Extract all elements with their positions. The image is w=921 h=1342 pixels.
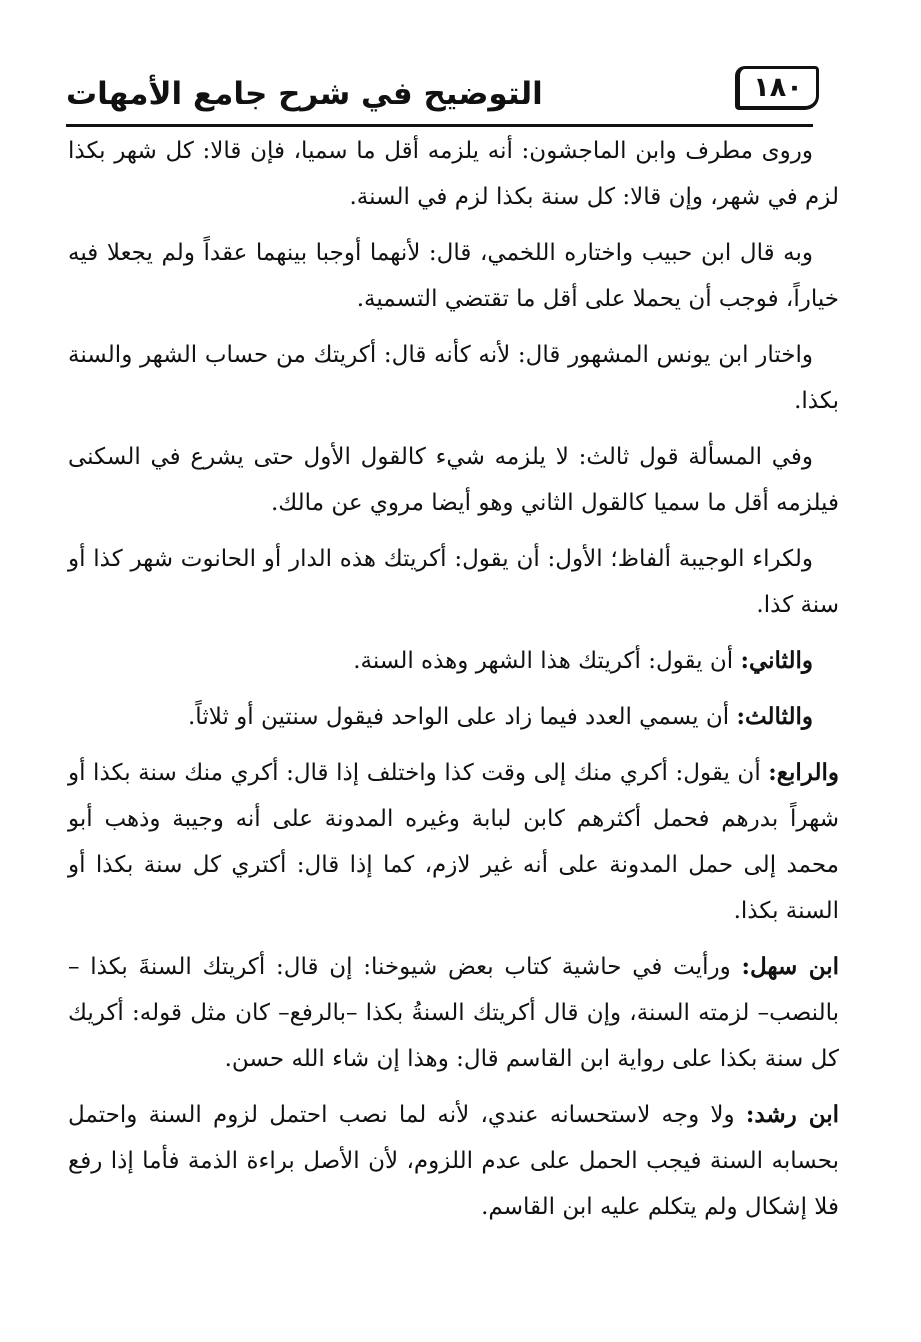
paragraph-text: وفي المسألة قول ثالث: لا يلزمه شيء كالقول الأول حتى يشرع في السكنى فيلزمه أقل ما سميا كالقول الثاني وهو أيضا مروي عن مالك. [68, 444, 839, 516]
page-body [68, 128, 839, 1282]
paragraph-text: وبه قال ابن حبيب واختاره اللخمي، قال: لأنهما أوجبا بينهما عقداً ولم يجعلا فيه خياراً، فوجب أن يحملا على أقل ما تقتضي التسمية. [68, 240, 839, 312]
paragraph-lead: والثالث: [736, 703, 813, 730]
page-number: ١٨٠ [753, 72, 803, 103]
paragraph-lead: ابن رشد: [745, 1101, 839, 1128]
paragraph [68, 1092, 839, 1230]
paragraph [68, 128, 839, 220]
page-number-box [735, 66, 819, 110]
paragraph [68, 638, 839, 684]
paragraph-text: أن يسمي العدد فيما زاد على الواحد فيقول سنتين أو ثلاثاً. [188, 704, 737, 730]
page-header [66, 64, 813, 128]
paragraph [68, 434, 839, 526]
paragraph-text: ولكراء الوجيبة ألفاظ؛ الأول: أن يقول: أكريتك هذه الدار أو الحانوت شهر كذا أو سنة كذا. [68, 546, 839, 618]
paragraph-text: واختار ابن يونس المشهور قال: لأنه كأنه قال: أكريتك من حساب الشهر والسنة بكذا. [68, 342, 839, 414]
paragraph-lead: والرابع: [768, 759, 839, 786]
paragraph-text: وروى مطرف وابن الماجشون: أنه يلزمه أقل ما سميا، فإن قالا: كل شهر بكذا لزم في شهر، وإن قالا: كل سنة بكذا لزم في السنة. [68, 138, 839, 210]
paragraph-lead: والثاني: [740, 647, 813, 674]
paragraph-text: أن يقول: أكريتك هذا الشهر وهذه السنة. [353, 648, 741, 674]
header-rule [66, 124, 813, 127]
paragraph-text: أن يقول: أكري منك إلى وقت كذا واختلف إذا قال: أكري منك سنة بكذا أو شهراً بدرهم فحمل أكثرهم كابن لبابة وغيره المدونة على أنه وجيبة وذهب أبو محمد إلى حمل المدونة على أنه غير لازم، كما إذا قال: أكتري كل سنة بكذا أو السنة بكذا. [68, 760, 839, 924]
paragraph [68, 230, 839, 322]
paragraph [68, 944, 839, 1082]
paragraph-text: ورأيت في حاشية كتاب بعض شيوخنا: إن قال: أكريتك السنةَ بكذا –بالنصب– لزمته السنة، وإن قال أكريتك السنةُ بكذا –بالرفع– كان مثل قوله: أكريك كل سنة بكذا على رواية ابن القاسم قال: وهذا إن شاء الله حسن. [68, 954, 839, 1072]
paragraph [68, 332, 839, 424]
paragraph-lead: ابن سهل: [741, 953, 839, 980]
running-title: التوضيح في شرح جامع الأمهات [66, 76, 543, 112]
paragraph [68, 536, 839, 628]
paragraph-text: ولا وجه لاستحسانه عندي، لأنه لما نصب احتمل لزوم السنة واحتمل بحسابه السنة فيجب الحمل على عدم اللزوم، لأن الأصل براءة الذمة فأما إذا رفع فلا إشكال ولم يتكلم عليه ابن القاسم. [68, 1102, 839, 1220]
paragraph [68, 750, 839, 934]
paragraph [68, 694, 839, 740]
